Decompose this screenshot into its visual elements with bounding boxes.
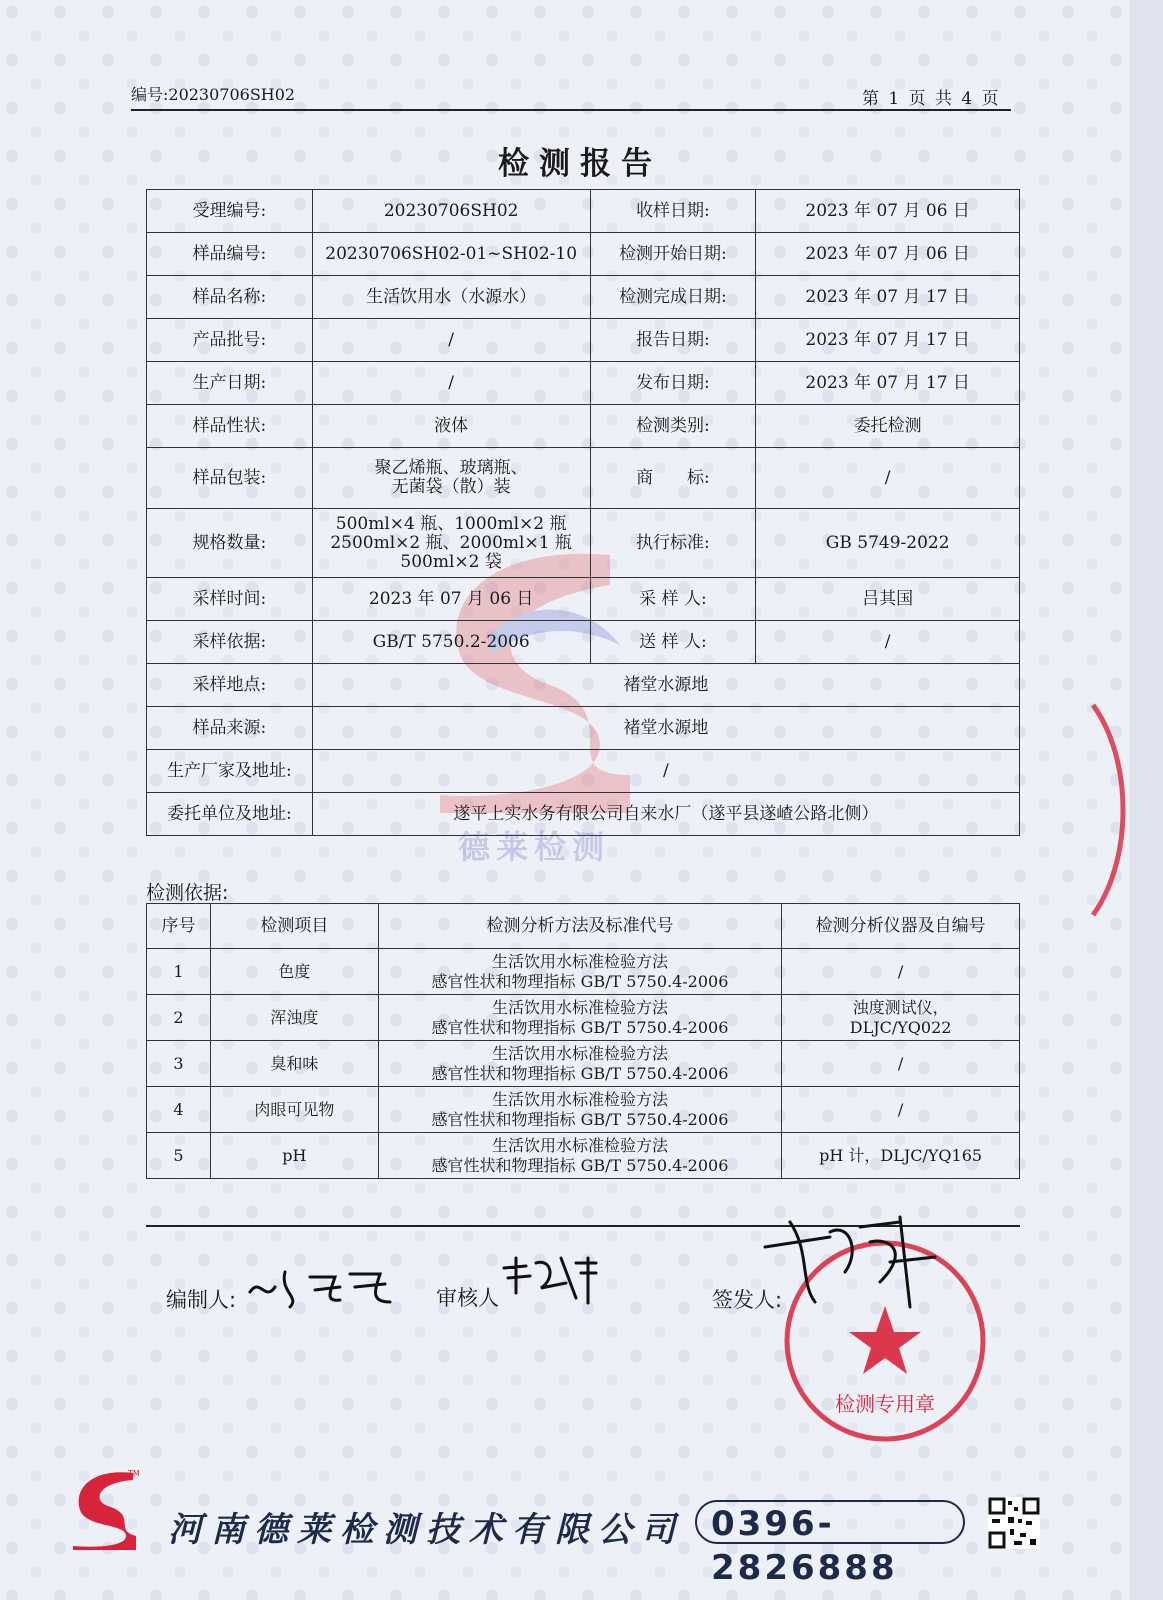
- instrument-line: /: [897, 1053, 904, 1073]
- instrument-line: 浊度测试仪，: [852, 997, 949, 1017]
- table-row: [147, 190, 1020, 233]
- compiler-signature-icon: [240, 1262, 410, 1312]
- field-label: 送 样 人:: [590, 621, 756, 664]
- quantity-line-3: 500ml×2 袋: [400, 551, 502, 572]
- field-value: 2023 年 07 月 17 日: [756, 319, 1020, 362]
- page-title: 检测报告: [498, 146, 662, 182]
- test-item: 浑浊度: [210, 995, 378, 1041]
- instrument: [782, 1087, 1020, 1133]
- field-value: GB 5749-2022: [756, 509, 1020, 578]
- test-item: 色度: [210, 949, 378, 995]
- issuer-label: 签发人:: [712, 1288, 783, 1312]
- table-row: [147, 448, 1020, 509]
- instrument: [782, 1041, 1020, 1087]
- page-info: 第 1 页 共 4 页: [862, 89, 1001, 109]
- field-value: 委托检测: [756, 405, 1020, 448]
- packaging-line-1: 聚乙烯瓶、玻璃瓶、: [374, 458, 528, 478]
- field-label: 样品来源:: [147, 707, 313, 750]
- test-item: pH: [210, 1133, 378, 1179]
- table-row: [147, 578, 1020, 621]
- field-label: 规格数量:: [147, 509, 313, 578]
- table-row: [147, 1041, 1020, 1087]
- table-row: [147, 707, 1020, 750]
- table-row: [147, 362, 1020, 405]
- row-number: 4: [147, 1087, 211, 1133]
- field-label: 生产日期:: [147, 362, 313, 405]
- table-row: [147, 664, 1020, 707]
- seal-bottom-text: 检测专用章: [835, 1392, 935, 1416]
- field-value: /: [312, 362, 590, 405]
- table-row: [147, 995, 1020, 1041]
- table-row: [147, 793, 1020, 836]
- field-value: 2023 年 07 月 06 日: [756, 233, 1020, 276]
- table-row: [147, 1087, 1020, 1133]
- field-value: GB/T 5750.2-2006: [312, 621, 590, 664]
- field-value: [312, 448, 590, 509]
- trademark-mark: TM: [128, 1469, 140, 1478]
- test-method: [378, 949, 781, 995]
- field-label: 收样日期:: [590, 190, 756, 233]
- instrument: [782, 949, 1020, 995]
- method-line: 生活饮用水标准检验方法: [491, 997, 668, 1017]
- field-label: 检测完成日期:: [590, 276, 756, 319]
- instrument-line: /: [897, 1099, 904, 1119]
- sample-info-table: [146, 189, 1020, 836]
- method-standard: 感官性状和物理指标 GB/T 5750.4-2006: [431, 1017, 729, 1037]
- table-row: [147, 233, 1020, 276]
- field-label: 产品批号:: [147, 319, 313, 362]
- field-label: 采 样 人:: [590, 578, 756, 621]
- column-header: 序号: [147, 904, 211, 949]
- method-standard: 感官性状和物理指标 GB/T 5750.4-2006: [431, 971, 729, 991]
- method-standard: 感官性状和物理指标 GB/T 5750.4-2006: [431, 1155, 729, 1175]
- company-logo-icon: [68, 1468, 140, 1550]
- field-value: 褚堂水源地: [312, 664, 1019, 707]
- field-value: 20230706SH02: [312, 190, 590, 233]
- field-value: 生活饮用水（水源水）: [312, 276, 590, 319]
- compiler-label: 编制人:: [166, 1288, 237, 1312]
- test-item: 臭和味: [210, 1041, 378, 1087]
- test-method: [378, 1087, 781, 1133]
- footer-company-name: 河南德莱检测技术有限公司: [168, 1510, 684, 1550]
- field-label: 生产厂家及地址:: [147, 750, 313, 793]
- field-label: 受理编号:: [147, 190, 313, 233]
- field-label: 样品性状:: [147, 405, 313, 448]
- instrument-code: DLJC/YQ022: [849, 1017, 952, 1037]
- side-seal-icon: [1088, 700, 1128, 920]
- field-value: 20230706SH02-01~SH02-10: [312, 233, 590, 276]
- test-method: [378, 1133, 781, 1179]
- test-item: 肉眼可见物: [210, 1087, 378, 1133]
- field-label: 样品编号:: [147, 233, 313, 276]
- watermark-text: 德莱检测: [458, 828, 611, 866]
- reviewer-signature-icon: [496, 1248, 606, 1308]
- field-label: 采样时间:: [147, 578, 313, 621]
- field-label: 检测开始日期:: [590, 233, 756, 276]
- field-label: 商 标:: [590, 448, 756, 509]
- method-line: 生活饮用水标准检验方法: [491, 1043, 668, 1063]
- field-value: /: [756, 621, 1020, 664]
- field-value: /: [312, 319, 590, 362]
- row-number: 1: [147, 949, 211, 995]
- row-number: 2: [147, 995, 211, 1041]
- test-method: [378, 995, 781, 1041]
- field-label: 报告日期:: [590, 319, 756, 362]
- test-basis-table: [146, 903, 1020, 1179]
- table-row: [147, 949, 1020, 995]
- test-method: [378, 1041, 781, 1087]
- field-value: 液体: [312, 405, 590, 448]
- instrument-line: /: [897, 961, 904, 981]
- table-header-row: [147, 904, 1020, 949]
- table-row: [147, 1133, 1020, 1179]
- field-label: 采样依据:: [147, 621, 313, 664]
- field-label: 采样地点:: [147, 664, 313, 707]
- field-value: 2023 年 07 月 06 日: [312, 578, 590, 621]
- field-label: 样品包装:: [147, 448, 313, 509]
- header-divider: [131, 109, 1011, 111]
- instrument: [782, 1133, 1020, 1179]
- field-label: 委托单位及地址:: [147, 793, 313, 836]
- field-value: /: [756, 448, 1020, 509]
- field-label: 执行标准:: [590, 509, 756, 578]
- column-header: 检测项目: [210, 904, 378, 949]
- footer-phone: 0396-2826888: [695, 1500, 965, 1544]
- qr-code-icon: [988, 1497, 1040, 1549]
- table-row: [147, 276, 1020, 319]
- quantity-line-2: 2500ml×2 瓶、2000ml×1 瓶: [330, 532, 572, 553]
- field-value: 2023 年 07 月 06 日: [756, 190, 1020, 233]
- table-row: [147, 509, 1020, 578]
- field-label: 样品名称:: [147, 276, 313, 319]
- field-value: 遂平上实水务有限公司自来水厂（遂平县遂嵖公路北侧）: [312, 793, 1019, 836]
- field-label: 检测类别:: [590, 405, 756, 448]
- instrument-line: pH 计，DLJC/YQ165: [819, 1145, 983, 1165]
- scan-edge: [1130, 0, 1163, 1600]
- field-value: 2023 年 07 月 17 日: [756, 362, 1020, 405]
- table-row: [147, 319, 1020, 362]
- instrument: [782, 995, 1020, 1041]
- field-label: 发布日期:: [590, 362, 756, 405]
- basis-heading: 检测依据:: [146, 882, 229, 904]
- report-number: 编号:20230706SH02: [131, 85, 296, 104]
- method-line: 生活饮用水标准检验方法: [491, 1135, 668, 1155]
- field-value: [312, 509, 590, 578]
- field-value: 吕其国: [756, 578, 1020, 621]
- reviewer-label: 审核人: [436, 1286, 499, 1310]
- method-line: 生活饮用水标准检验方法: [491, 951, 668, 971]
- packaging-line-2: 无菌袋（散）装: [391, 477, 511, 497]
- method-standard: 感官性状和物理指标 GB/T 5750.4-2006: [431, 1063, 729, 1083]
- row-number: 3: [147, 1041, 211, 1087]
- field-value: /: [312, 750, 1019, 793]
- column-header: 检测分析方法及标准代号: [378, 904, 781, 949]
- issuer-signature-icon: [760, 1212, 940, 1312]
- method-standard: 感官性状和物理指标 GB/T 5750.4-2006: [431, 1109, 729, 1129]
- quantity-line-1: 500ml×4 瓶、1000ml×2 瓶: [335, 513, 567, 534]
- table-row: [147, 621, 1020, 664]
- method-line: 生活饮用水标准检验方法: [491, 1089, 668, 1109]
- table-row: [147, 405, 1020, 448]
- field-value: 褚堂水源地: [312, 707, 1019, 750]
- row-number: 5: [147, 1133, 211, 1179]
- field-value: 2023 年 07 月 17 日: [756, 276, 1020, 319]
- table-row: [147, 750, 1020, 793]
- column-header: 检测分析仪器及自编号: [782, 904, 1020, 949]
